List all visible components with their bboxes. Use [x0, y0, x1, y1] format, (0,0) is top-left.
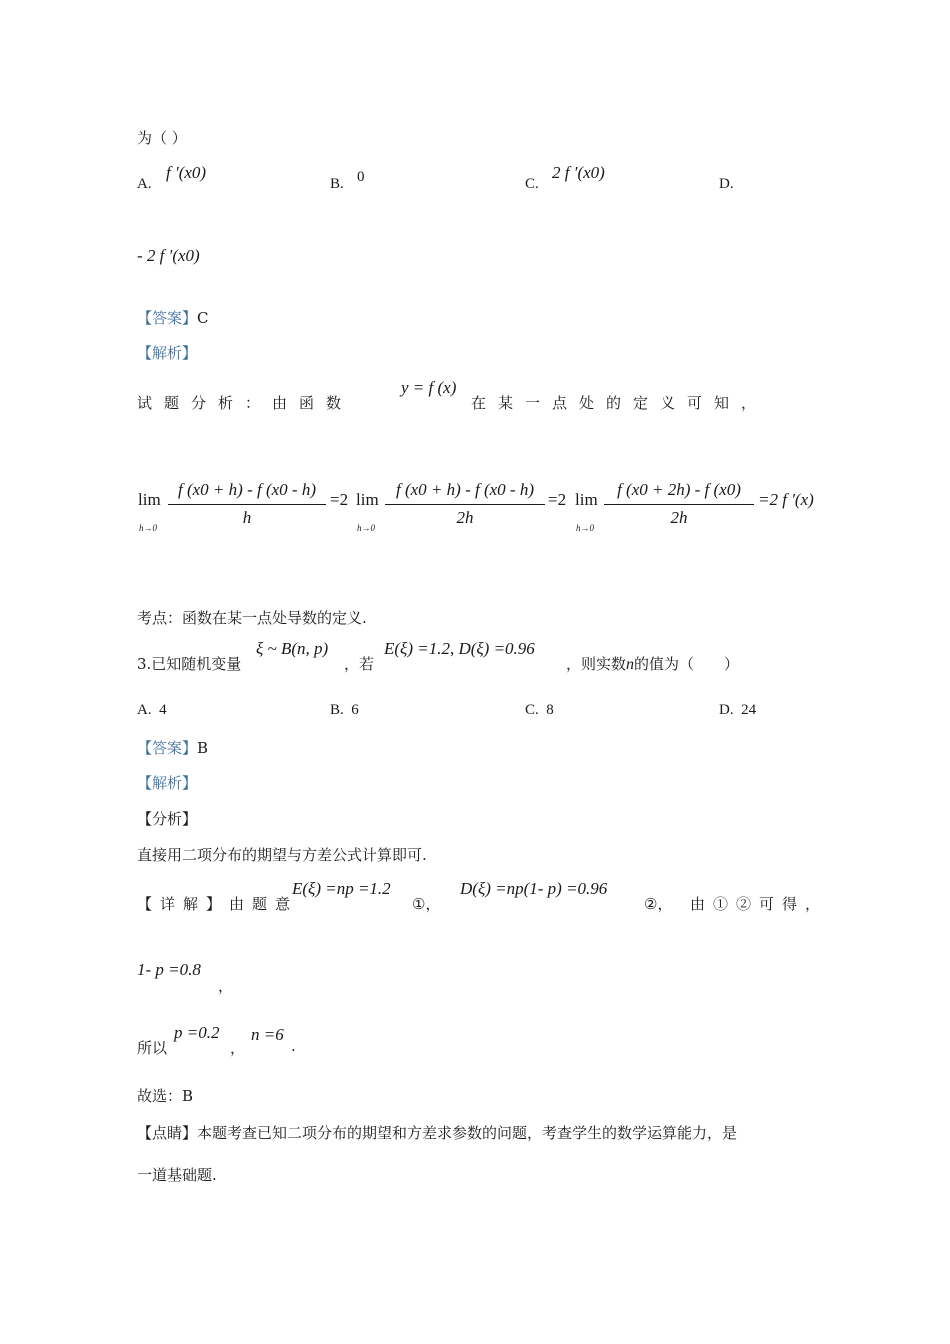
lim-3: lim h→0: [575, 490, 598, 533]
q2-option-c-expr: 2 f ′(x0): [552, 163, 605, 182]
q3-guxuan: 故选：B: [137, 1087, 194, 1105]
q3-step1: 1- p =0.8: [137, 960, 201, 979]
answer-value: B: [197, 739, 209, 757]
fraction-2: $\frac{f (x0 + h) - f (x0 - h)}{2h}$: [385, 480, 545, 528]
q2-option-d-expr: - 2 f ′(x0): [137, 246, 200, 265]
q3-detail-lead: 【详解】由题意: [137, 895, 299, 913]
q3-detail-eq2: D(ξ) =np(1- p) =0.96: [460, 879, 608, 898]
q3-detail-text2: 由①②可得，: [690, 895, 829, 913]
q2-analysis-after: 在某一点处的定义可知，: [471, 394, 769, 412]
q3-detail-circ2: ②，: [644, 895, 673, 913]
q2-analysis-intro: 试题分析：由函数: [137, 394, 354, 412]
q2-option-d-label: D.: [719, 176, 734, 192]
q2-option-b-expr: 0: [357, 169, 365, 185]
q3-dianjing-cont: 一道基础题.: [137, 1166, 217, 1184]
q2-analysis-func: y = f (x): [401, 378, 457, 397]
q3-step1-comma: ，: [218, 977, 234, 995]
q3-stem-prefix: 3.已知随机变量: [137, 655, 242, 673]
q3-step2-n: n =6: [251, 1025, 284, 1044]
eq-1: =2: [330, 490, 349, 509]
q3-step2-p: p =0.2: [174, 1023, 220, 1042]
q3-stem-mid: ，若: [344, 655, 375, 673]
q3-detail-eq1: E(ξ) =np =1.2: [292, 879, 391, 898]
q3-detail-circ1: ①，: [412, 895, 441, 913]
formula-result: =2 f ′(x): [758, 490, 814, 509]
q3-stem-var: n: [626, 656, 635, 673]
q2-option-c-label: C.: [525, 176, 539, 192]
q3-stem-suffix: ，则实数n的值为（ ）: [566, 655, 740, 673]
answer-tag: 【答案】: [137, 739, 198, 757]
q3-option-a: A. 4: [137, 702, 167, 718]
q2-answer: [137, 307, 209, 328]
q3-dianjing: 【点睛】本题考查已知二项分布的期望和方差求参数的问题，考查学生的数学运算能力，是: [137, 1124, 738, 1142]
q3-suoyi: 所以: [137, 1039, 168, 1057]
q3-stem-dist: ξ ~ B(n, p): [256, 639, 329, 658]
q3-option-b: B. 6: [330, 702, 359, 718]
q3-analysis-tag: 【解析】: [137, 774, 198, 792]
answer-tag: 【答案】: [137, 309, 198, 327]
q3-step2-end: .: [291, 1037, 296, 1055]
q3-fenxi-text: 直接用二项分布的期望与方差公式计算即可.: [137, 846, 427, 864]
answer-value: C: [197, 309, 209, 327]
eq-2: =2: [548, 490, 567, 509]
q3-stem: [137, 653, 241, 674]
q3-answer: [137, 737, 208, 758]
q3-option-d: D. 24: [719, 702, 757, 718]
lim-2: lim h→0: [356, 490, 379, 533]
q3-option-c: C. 8: [525, 702, 554, 718]
fraction-3: $\frac{f (x0 + 2h) - f (x0)}{2h}$: [604, 480, 754, 528]
q2-option-a-expr: f ′(x0): [166, 163, 207, 182]
q3-stem-cond: E(ξ) =1.2, D(ξ) =0.96: [384, 639, 535, 658]
q3-fenxi-tag: 【分析】: [137, 810, 198, 828]
limit-formula: [138, 476, 838, 532]
q2-option-a-label: A.: [137, 176, 152, 192]
fraction-1: $\frac{f (x0 + h) - f (x0 - h)}{h}$: [168, 480, 326, 528]
q2-kaodian: 考点：函数在某一点处导数的定义.: [137, 609, 367, 627]
q2-option-b-label: B.: [330, 176, 344, 192]
lim-1: lim h→0: [138, 490, 161, 533]
q3-step2-sep: ，: [230, 1039, 246, 1057]
q2-stem-tail: 为（ ）: [137, 129, 187, 147]
q2-analysis-tag: 【解析】: [137, 344, 198, 362]
